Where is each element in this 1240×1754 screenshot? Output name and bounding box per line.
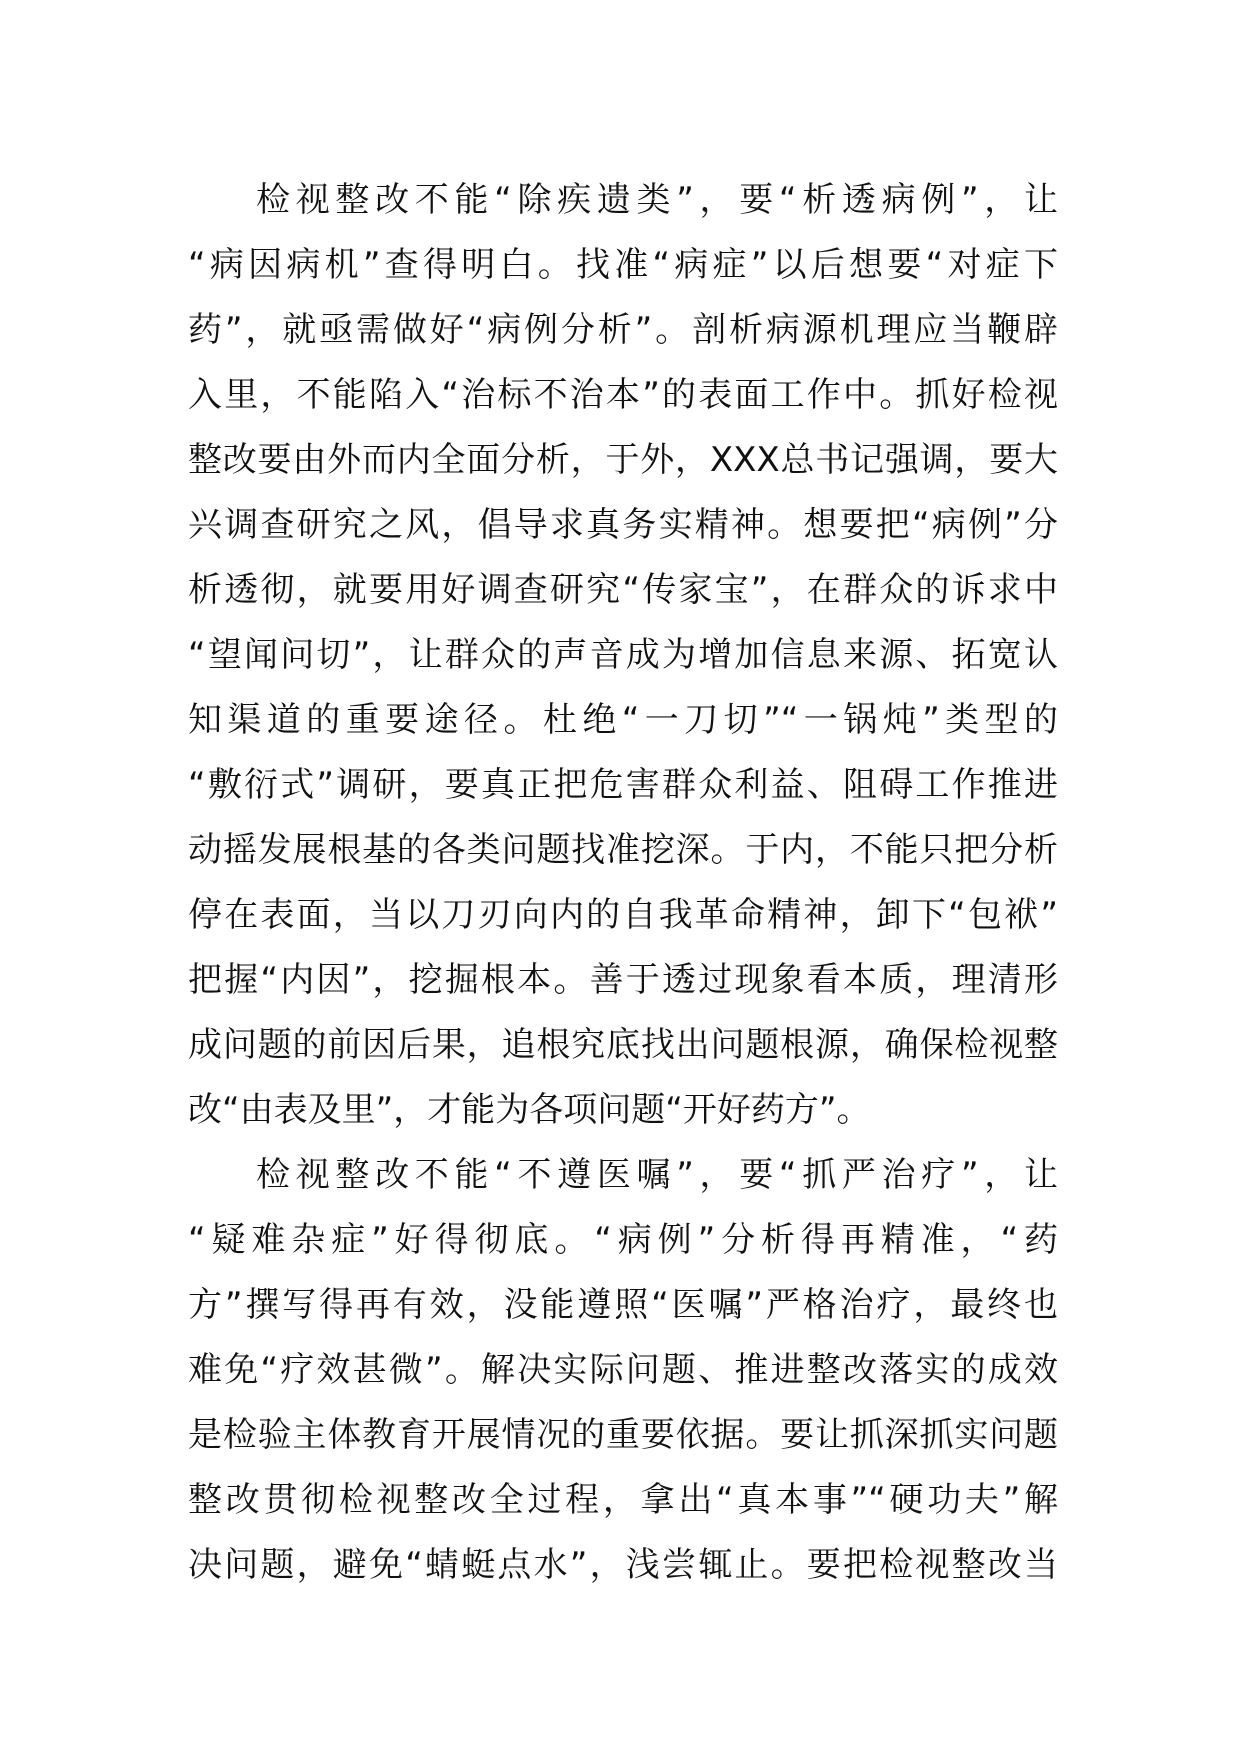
text-line: 检视整改不能“不遵医嘱”，要“抓严治疗”，让 [256, 1155, 1058, 1195]
text-line: 改“由表及里”，才能为各项问题“开好药方”。 [188, 1090, 871, 1130]
text-line: 整改要由外而内全面分析，于外，XXX总书记强调，要大 [188, 440, 1058, 480]
text-line: 把握“内因”，挖掘根本。善于透过现象看本质，理清形 [188, 960, 1058, 1000]
text-line: 整改贯彻检视整改全过程，拿出“真本事”“硬功夫”解 [188, 1480, 1058, 1520]
text-line: 成问题的前因后果，追根究底找出问题根源，确保检视整 [188, 1025, 1058, 1065]
text-line: 知渠道的重要途径。杜绝“一刀切”“一锅炖”类型的 [188, 700, 1058, 740]
text-line: “疑难杂症”好得彻底。“病例”分析得再精准，“药 [188, 1220, 1058, 1260]
text-line: “望闻问切”，让群众的声音成为增加信息来源、拓宽认 [188, 635, 1058, 675]
text-line: 方”撰写得再有效，没能遵照“医嘱”严格治疗，最终也 [188, 1285, 1058, 1325]
paragraph-1 [188, 168, 1058, 1143]
text-line: 药”，就亟需做好“病例分析”。剖析病源机理应当鞭辟 [188, 310, 1058, 350]
text-line: 析透彻，就要用好调查研究“传家宝”，在群众的诉求中 [188, 570, 1058, 610]
text-line: 决问题，避免“蜻蜓点水”，浅尝辄止。要把检视整改当 [188, 1545, 1058, 1585]
text-line: 停在表面，当以刀刃向内的自我革命精神，卸下“包袱” [188, 895, 1058, 935]
text-line: 动摇发展根基的各类问题找准挖深。于内，不能只把分析 [188, 830, 1058, 870]
text-line: 是检验主体教育开展情况的重要依据。要让抓深抓实问题 [188, 1415, 1058, 1455]
document-body [188, 168, 1058, 1598]
text-line: 难免“疗效甚微”。解决实际问题、推进整改落实的成效 [188, 1350, 1058, 1390]
paragraph-2 [188, 1143, 1058, 1598]
text-line: “病因病机”查得明白。找准“病症”以后想要“对症下 [188, 245, 1058, 285]
text-line: 检视整改不能“除疾遗类”，要“析透病例”，让 [256, 180, 1058, 220]
text-line: “敷衍式”调研，要真正把危害群众利益、阻碍工作推进 [188, 765, 1058, 805]
text-line: 兴调查研究之风，倡导求真务实精神。想要把“病例”分 [188, 505, 1058, 545]
text-line: 入里，不能陷入“治标不治本”的表面工作中。抓好检视 [188, 375, 1058, 415]
